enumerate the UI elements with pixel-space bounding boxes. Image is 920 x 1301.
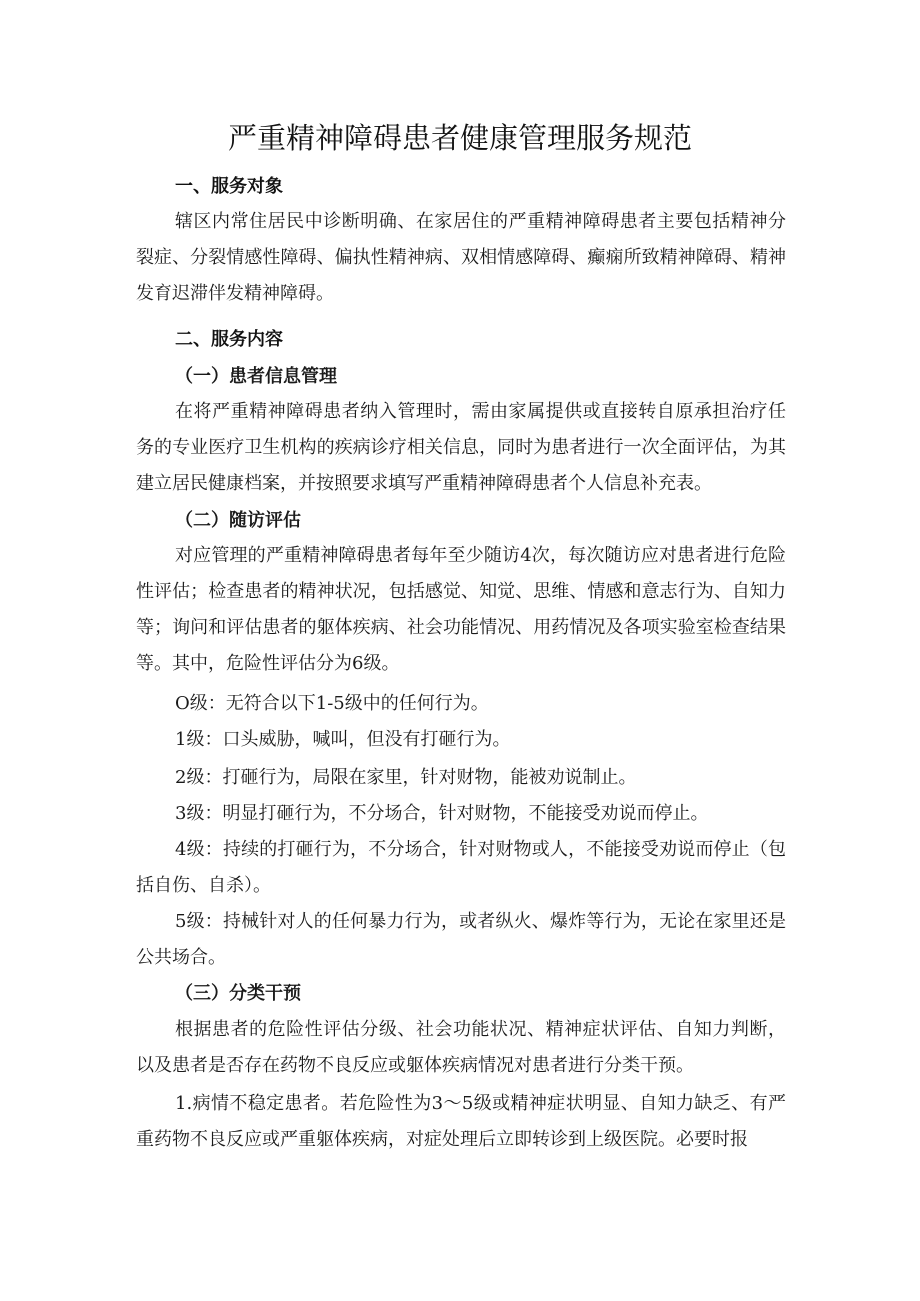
subheading-classification: （三）分类干预 — [175, 983, 301, 1004]
paragraph-followup: 对应管理的严重精神障碍患者每年至少随访4次，每次随访应对患者进行危险性评估；检查患者的精神状况，包括感觉、知觉、思维、情感和意志行为、自知力等；询问和评估患者的躯体疾病、社会功能情况、用药情况及各项实验室检查结果等。其中，危险性评估分为6级。 — [136, 545, 786, 674]
risk-level-1: 1级：口头威胁，喊叫，但没有打砸行为。 — [175, 729, 511, 750]
subheading-patient-info: （一）患者信息管理 — [175, 366, 337, 387]
section-heading-service-content: 二、服务内容 — [175, 329, 283, 350]
risk-level-3: 3级：明显打砸行为，不分场合，针对财物，不能接受劝说而停止。 — [175, 803, 709, 824]
paragraph-unstable-patients: 1.病情不稳定患者。若危险性为3～5级或精神症状明显、自知力缺乏、有严重药物不良反应或严重躯体疾病，对症处理后立即转诊到上级医院。必要时报 — [136, 1093, 786, 1150]
paragraph-service-target: 辖区内常住居民中诊断明确、在家居住的严重精神障碍患者主要包括精神分裂症、分裂情感性障碍、偏执性精神病、双相情感障碍、癫痫所致精神障碍、精神发育迟滞伴发精神障碍。 — [136, 211, 786, 304]
risk-level-5: 5级：持械针对人的任何暴力行为，或者纵火、爆炸等行为，无论在家里还是公共场合。 — [136, 911, 786, 968]
paragraph-classification: 根据患者的危险性评估分级、社会功能状况、精神症状评估、自知力判断，以及患者是否存在药物不良反应或躯体疾病情况对患者进行分类干预。 — [136, 1019, 786, 1076]
risk-level-0: O级：无符合以下1-5级中的任何行为。 — [175, 693, 489, 714]
subheading-followup: （二）随访评估 — [175, 510, 301, 531]
risk-level-2: 2级：打砸行为，局限在家里，针对财物，能被劝说制止。 — [175, 767, 637, 788]
paragraph-patient-info: 在将严重精神障碍患者纳入管理时，需由家属提供或直接转自原承担治疗任务的专业医疗卫生机构的疾病诊疗相关信息，同时为患者进行一次全面评估，为其建立居民健康档案，并按照要求填写严重精神障碍患者个人信息补充表。 — [136, 401, 786, 494]
document-title: 严重精神障碍患者健康管理服务规范 — [227, 121, 692, 155]
risk-level-4: 4级：持续的打砸行为，不分场合，针对财物或人，不能接受劝说而停止（包括自伤、自杀）。 — [136, 839, 786, 896]
section-heading-service-target: 一、服务对象 — [175, 176, 283, 197]
